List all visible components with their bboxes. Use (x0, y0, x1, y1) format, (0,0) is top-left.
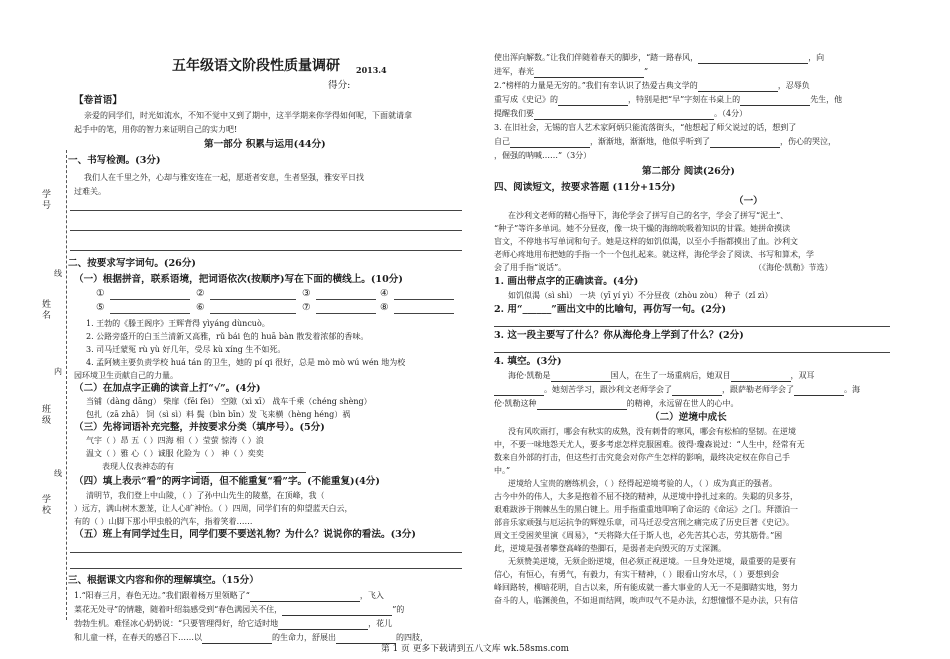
fill-text-part: 自己 (494, 137, 510, 146)
fill-text-part: 提醒我们要 (494, 109, 534, 118)
blank-number: ④ (380, 288, 389, 299)
answer-blank[interactable] (698, 81, 778, 92)
name-label: 姓名 (42, 300, 52, 321)
copy-text: 过难关。 (74, 187, 106, 196)
answer-blank[interactable] (196, 472, 306, 473)
answer-blank[interactable] (110, 299, 190, 300)
fill-text (74, 618, 392, 630)
sentence: 园环境卫生贡献自己的力量。 (74, 371, 178, 380)
passage-text: “种子”等许多单词。她不分昼夜，像一块干燥的海绵吮吸着知识的甘霖。她拼命摸读 (494, 224, 791, 233)
answer-blank[interactable] (316, 313, 376, 314)
answer-blank[interactable] (494, 385, 544, 396)
question-heading: 3. 这一段主要写了什么？你从海伦身上学到了什么？(2分) (494, 330, 744, 341)
writing-line[interactable] (494, 326, 890, 327)
answer-blank[interactable] (672, 385, 722, 396)
fill-text-part: ，跟萨勒老师学会了 (722, 385, 794, 394)
passage-text: 奋斗的人，临渊羡鱼，不如退而结网，唉声叹气不是办法，幻想憧憬不是办法，只有信 (494, 596, 798, 605)
passage-text: 部音乐家顽强与厄运抗争的辉煌乐章，司马迁忍受宫刑之痛完成了历史巨著《史记》。 (494, 518, 794, 527)
writing-line (70, 250, 462, 251)
fill-text-part: 。海 (844, 385, 860, 394)
fill-text-part: ” (644, 67, 649, 76)
idiom-row: 温文（ ）雅 心（ ）诚服 化险为（ ） 神（ ）奕奕 (86, 449, 264, 458)
section-heading: 二、按要求写字词句。(26分) (68, 258, 196, 269)
student-id-label: 学号 (42, 190, 52, 211)
passage-source: （《海伦·凯勒》节选） (754, 263, 833, 272)
pinyin-row: 当铺（dàng dāng） 柴扉（fēi fèi） 空隙（xì xī） 战车千乘（chéng shèng） (86, 397, 372, 406)
passage-title: （一） (734, 196, 763, 207)
fill-text: 清明节，我们登上中山陵，（ ）了孙中山先生的陵墓，在顶峰，我（ (86, 491, 325, 500)
preface-label: 【卷首语】 (74, 95, 122, 106)
passage-text: 中，不要一味地怨天尤人，要多考虑怎样克服困难。彼得·瓊森说过：“人生中，经常有无 (494, 440, 805, 449)
fill-text-part: 1.“阳春三月，春色无边。”我们跟着杨万里领略了“ (74, 591, 250, 600)
answer-blank[interactable] (110, 313, 190, 314)
answer-blank[interactable] (250, 591, 360, 602)
answer-blank[interactable] (394, 299, 454, 300)
fill-text-part: 的精神，永远留在世人的心中。 (626, 399, 739, 408)
fill-text: 3. 在旧社会，无锡的盲人艺术家阿炳只能流落街头，“他想起了师父说过的话，想到了 (494, 123, 797, 132)
score-label: 得分: (328, 80, 351, 91)
writing-line (70, 230, 462, 231)
fill-text: ，倔强的呐喊……”（3分） (494, 151, 592, 160)
fill-text-part: 国人，在生了一场重病后，她双目 (610, 371, 731, 380)
answer-blank[interactable] (210, 313, 296, 314)
exam-title: 五年级语文阶段性质量调研 (172, 58, 340, 74)
answer-blank[interactable] (282, 605, 392, 616)
fill-text-part: 进军，春光 (494, 67, 534, 76)
section-heading: 三、根据课文内容和你的理解填空。（15分） (68, 575, 259, 586)
bind-mark: 线 (54, 269, 62, 278)
fill-text-part: ，花儿 (368, 619, 393, 628)
answer-blank[interactable] (534, 67, 644, 78)
passage-text: 会了用手指“说话”。 (494, 263, 567, 272)
answer-blank[interactable] (534, 109, 714, 120)
question-heading: 2. 用“______”画出文中的比喻句，再仿写一句。(2分) (494, 304, 727, 315)
passage-text: 信心，有恒心，有勇气，有毅力，有实干精神，（ ）眼看山穷水尽，（ ）要想到会 (494, 570, 780, 579)
school-label: 学校 (42, 495, 52, 516)
binding-margin (4, 150, 82, 620)
fill-text-part: ，特别是把“早”字刻在书桌上的 (628, 95, 741, 104)
part1-title: 第一部分 积累与运用(44分) (204, 139, 326, 150)
fill-text-part: ，飞入 (359, 591, 384, 600)
blank-number: ⑤ (96, 302, 105, 313)
fill-text-part: ，渐渐地，渐渐地，他似乎听到了 (590, 137, 710, 146)
sentence: 2. 公路旁盛开的白玉兰清新又高雅，rǔ bái 色的 huā bàn 散发着浓郁的香味。 (86, 332, 369, 341)
fill-text-part: ，伤心的哭泣， (780, 137, 836, 146)
fill-text (74, 604, 404, 616)
writing-line[interactable] (70, 552, 462, 553)
fill-text: ）远方，满山树木葱茏，让人心旷神怡。（ ）四周，同学们有的仰望蓝天白云， (74, 504, 353, 513)
fill-text-part: 2.“榜样的力量是无穷的。”我们有幸认识了热爱古典文学的 (494, 81, 698, 90)
sentence: 4. 孟阿姨主要负责学校 huá tán 的卫生，她的 pí qi 很好，总是 mò mò wú wén 地为校 (86, 358, 406, 367)
fill-text (74, 590, 384, 602)
blank-number: ⑥ (196, 302, 205, 313)
fill-text-part: 先生，他 (810, 95, 843, 104)
question-heading: （四）填上表示“看”的两字词语，但不能重复“看”字。(不能重复)(4分) (74, 476, 380, 487)
fill-text-part: 的四肢， (396, 633, 428, 642)
passage-text: 盲文，不停地书写单词和句子。她是这样的如饥似渴，以至小手指都摸出了血。沙利文 (494, 237, 798, 246)
fill-text-part: 。（4分） (714, 109, 748, 118)
fill-text-part: 。她刻苦学习，跟沙利文老师学会了 (544, 385, 672, 394)
fill-text-part: ”的 (392, 605, 405, 614)
blank-number: ③ (302, 288, 311, 299)
fill-text (494, 80, 810, 92)
copy-text: 我们人在千里之外，心却与雅安连在一起，愿逝者安息，生者坚强，雅安平日找 (84, 173, 364, 182)
fill-text-part: 伦·凯勒这种 (494, 399, 537, 408)
answer-blank[interactable] (698, 53, 808, 64)
fill-text-part: 菜花无处寻”的情趣，随着叶绍翁感受到“春色满园关不住， (74, 605, 283, 614)
fill-text (494, 384, 860, 396)
passage-text: 此，逆境是强者攀登高峰的垫脚石，是弱者走向毁灭的万丈深渊。 (494, 544, 726, 553)
classify-prompt: 表现人仪表神态的有 (102, 462, 174, 471)
fill-text-part: ，双耳 (790, 371, 815, 380)
answer-blank[interactable] (551, 371, 611, 382)
fill-text-part: 勃勃生机。难怪冰心奶奶说：“只要管理得好，给它适时地 (74, 619, 279, 628)
question-heading: （一）根据拼音，联系语境，把词语依次(按顺序)写在下面的横线上。(10分) (74, 274, 403, 285)
fill-text (494, 398, 739, 410)
passage-text: 峰回路转，柳暗花明，自古以来，所有能成就一番大事业的人无一不是脚踏实地，努力 (494, 583, 798, 592)
answer-blank[interactable] (537, 399, 627, 410)
passage-text: 古今中外的伟人，大多是抱着不屈不挠的精神，从逆境中挣扎过来的。失聪的贝多芬， (494, 492, 798, 501)
sentence: 1. 王勃的《滕王阁序》王辉背得 yìyáng dùncuò。 (86, 319, 270, 328)
fill-text-part: 和儿童一样，在春天的感召下……以 (74, 633, 202, 642)
preface-text: 亲爱的同学们，时光如流水，不知不觉中又到了期中，这半学期来你学得如何呢，下面就请拿 (84, 111, 412, 120)
preface-text: 起手中的笔，用你的智力来证明自己的实力吧! (74, 125, 238, 134)
fill-text: 有的（ ）山脚下那小甲虫般的汽车，指着笑着…… (74, 517, 253, 526)
fill-text-part: ，忍辱负 (777, 81, 810, 90)
passage-title: （二）逆境中成长 (650, 412, 727, 423)
pinyin-row: 如饥似渴（sì shì） 一块（yī yí yì）不分昼夜（zhòu zòu） 种子（zǐ zì） (508, 291, 773, 300)
blank-number: ⑦ (302, 302, 311, 313)
fill-text (508, 370, 815, 382)
pinyin-row: 包扎（zā zhā） 饲（sì sì）料 鬓（bìn bīn）发 飞来横（hèng héng）祸 (86, 410, 351, 419)
class-label: 班级 (42, 405, 52, 426)
fill-text-part: ，向 (808, 53, 825, 62)
passage-text: 在沙利文老师的精心指导下，海伦学会了拼写自己的名字，学会了拼写“泥土”、 (508, 211, 789, 220)
question-heading: 4. 填空。(3分) (494, 356, 562, 367)
passage-text: 周文王受困羑里演《周易》，“天将降大任于斯人也，必先苦其心志，劳其筋骨。”困 (494, 531, 783, 540)
sentence: 3. 司马迁蒙冤 rù yù 好几年，受尽 kù xíng 生不如死。 (86, 345, 286, 354)
answer-blank[interactable] (278, 619, 368, 630)
fill-text (494, 66, 648, 78)
fill-text-part: 海伦·凯勒是 (508, 371, 551, 380)
blank-number: ⑧ (380, 302, 389, 313)
question-heading: （三）先将词语补充完整，并按要求分类（填序号）。(5分) (74, 422, 325, 433)
fill-text-part: 的生命力，舒展出 (272, 633, 336, 642)
page-footer: 第 1 页 更多下载请到五八文库 wk.58sms.com (381, 644, 569, 654)
fill-text (494, 136, 836, 148)
answer-blank[interactable] (710, 137, 780, 148)
part2-title: 第二部分 阅读(26分) (642, 166, 735, 177)
section-heading: 一、书写检测。(3分) (68, 155, 161, 166)
blank-number: ① (96, 288, 105, 299)
passage-text: 艰难跋涉于荆棘丛生的黑白键上。用手指重重地叩响了命运的《命运》之门。拜漂泊一 (494, 505, 798, 514)
passage-text: 数来自外部的打击，但这些打击究竟会对你产生怎样的影响，最终决定权在你自己手 (494, 453, 790, 462)
fill-text-part: 重写成《史记》的 (494, 95, 558, 104)
passage-text: 无须赞美逆境，无须企盼逆境，但必须正视逆境。一旦身处逆境，最重要的是要有 (508, 557, 796, 566)
answer-blank[interactable] (731, 371, 791, 382)
writing-line[interactable] (494, 352, 890, 353)
bind-mark: 内 (54, 367, 62, 376)
answer-blank[interactable] (558, 95, 628, 106)
answer-blank[interactable] (210, 299, 296, 300)
passage-text: 老师心疼地用布把她的手指一个一个包扎起来。就这样，海伦学会了阅读、书写和算术，学 (494, 250, 814, 259)
passage-text: 没有风吹雨打，哪会有秋实的成熟，没有刺骨的寒风，哪会有松柏的坚韧。在逆境 (508, 427, 796, 436)
question-heading: （五）班上有同学过生日，同学们要不要送礼物？为什么？说说你的看法。(3分) (74, 529, 416, 540)
fill-text (494, 52, 824, 64)
answer-blank[interactable] (794, 385, 844, 396)
idiom-row: 气宇（ ）昂 五（ ）四海 相（ ）莹萤 惊涛（ ）浪 (86, 436, 264, 445)
bind-mark: 线 (54, 469, 62, 478)
fill-text-part: 使出浑向解数。”让我们伴随着春天的脚步，“踏一路春风， (494, 53, 699, 62)
blank-number: ② (196, 288, 205, 299)
exam-year: 2013.4 (356, 65, 387, 75)
cut-line (66, 150, 67, 620)
writing-line[interactable] (70, 568, 462, 569)
answer-blank[interactable] (740, 95, 810, 106)
fill-text (494, 108, 747, 120)
section-heading: 四、阅读短文，按要求答题 (11分+15分) (494, 182, 676, 193)
answer-blank[interactable] (316, 299, 376, 300)
fill-text (494, 94, 842, 106)
question-heading: 1. 画出带点字的正确读音。(4分) (494, 276, 639, 287)
answer-blank[interactable] (394, 313, 454, 314)
writing-line (70, 210, 462, 211)
passage-text: 逆境给人宝贵的磨练机会，（ ）经得起逆境考验的人，（ ）成为真正的强者。 (508, 479, 778, 488)
question-heading: （二）在加点字正确的读音上打“√”。(4分) (74, 383, 261, 394)
passage-text: 中。” (494, 466, 511, 475)
answer-blank[interactable] (510, 137, 590, 148)
